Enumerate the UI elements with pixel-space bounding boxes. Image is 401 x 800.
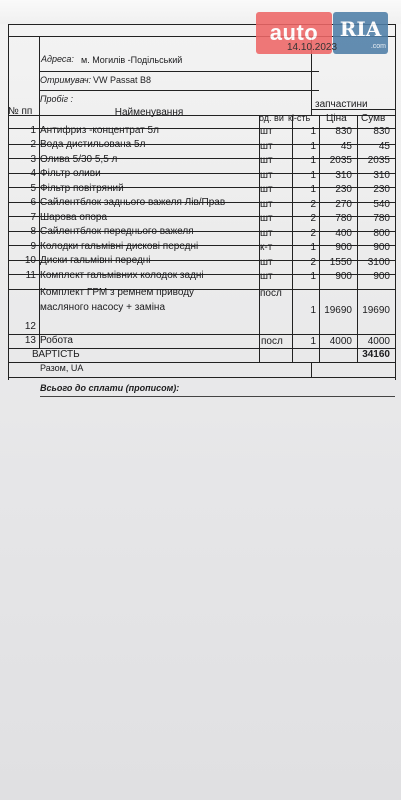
row-sum: 540 — [373, 199, 390, 210]
row13-no: 13 — [24, 335, 36, 346]
row13-sum: 4000 — [367, 336, 390, 347]
row-no: 5 — [30, 183, 36, 194]
recipient-label: Отримувач: — [40, 75, 92, 85]
row-no: 7 — [30, 212, 36, 223]
row-unit: шт — [260, 170, 273, 181]
row-price: 270 — [335, 199, 352, 210]
pay-label: Всього до сплати (прописом): — [40, 383, 180, 393]
row-sum: 2035 — [367, 155, 390, 166]
grid-line — [39, 90, 319, 91]
grid-line — [9, 377, 395, 378]
recipient-value: VW Passat B8 — [93, 75, 152, 85]
col-header-unit: од. ви — [259, 113, 284, 123]
address-value: м. Могилів -Подільський — [81, 55, 183, 65]
row12-name-line2: масляного насосу + заміна — [40, 302, 166, 313]
row-unit: шт — [260, 271, 273, 282]
row-price: 780 — [335, 213, 352, 224]
row-sum: 830 — [373, 126, 390, 137]
row-no: 2 — [30, 139, 36, 150]
row-no: 11 — [25, 270, 36, 281]
row-qty: 2 — [310, 213, 316, 224]
logo-ria-domain: .com — [370, 43, 386, 50]
row-sum: 800 — [373, 228, 390, 239]
mileage-label: Пробіг : — [40, 94, 74, 104]
row-name: Комплект гальмівних колодок задні — [40, 270, 204, 281]
row-price: 1550 — [329, 257, 352, 268]
section-label: запчастини — [315, 99, 368, 110]
row12-unit: посл — [260, 288, 282, 299]
row-unit: к-т — [260, 242, 273, 253]
row-qty: 1 — [310, 242, 316, 253]
row-no: 4 — [30, 168, 36, 179]
row13-price: 4000 — [329, 336, 352, 347]
row-no: 3 — [30, 154, 36, 165]
logo-ria-block — [333, 12, 388, 54]
row-name: Вода дистильована 5л — [40, 139, 146, 150]
row-sum: 45 — [378, 141, 390, 152]
row-unit: шт — [260, 257, 273, 268]
row-unit: шт — [260, 126, 273, 137]
row-price: 45 — [340, 141, 352, 152]
row-no: 6 — [30, 197, 36, 208]
row-qty: 1 — [310, 155, 316, 166]
col-header-sum: Сумв — [361, 113, 386, 124]
row-no: 10 — [24, 255, 36, 266]
row-qty: 1 — [310, 271, 316, 282]
row-no: 8 — [30, 226, 36, 237]
grid-line — [39, 71, 319, 72]
row-price: 310 — [335, 170, 352, 181]
col-header-name: Найменування — [114, 107, 184, 118]
row-price: 900 — [335, 242, 352, 253]
amount-in-words-line — [40, 396, 395, 397]
col-header-qty: кі-сть — [288, 113, 311, 123]
row13-unit: посл — [261, 336, 283, 347]
row-price: 230 — [335, 184, 352, 195]
row-name: Олива 5/30 5,5 л — [40, 154, 118, 165]
row-no: 9 — [30, 241, 36, 252]
row-sum: 230 — [373, 184, 390, 195]
row-price: 2035 — [329, 155, 352, 166]
row12-sum: 19690 — [362, 305, 390, 316]
row-no: 1 — [30, 125, 36, 136]
row-price: 400 — [335, 228, 352, 239]
row12-no: 12 — [24, 321, 36, 332]
row-unit: шт — [260, 141, 273, 152]
row-sum: 900 — [373, 242, 390, 253]
row-unit: шт — [260, 184, 273, 195]
total-label: ВАРТІСТЬ — [32, 349, 80, 360]
row-qty: 2 — [310, 257, 316, 268]
row-name: Колодки гальмівні дискові передні — [40, 241, 199, 252]
col-header-no: № пп — [8, 106, 33, 117]
row-name: Диски гальмівні передні — [40, 255, 151, 266]
row-unit: шт — [260, 228, 273, 239]
row-sum: 310 — [373, 170, 390, 181]
row-unit: шт — [260, 155, 273, 166]
row13-name: Робота — [40, 335, 73, 346]
row-sum: 780 — [373, 213, 390, 224]
row-qty: 1 — [310, 184, 316, 195]
row-name: Фільтр оливи — [40, 168, 101, 179]
watermark-date: 14.10.2023 — [287, 42, 338, 53]
address-label: Адреса: — [41, 54, 74, 64]
row12-qty: 1 — [310, 305, 316, 316]
row12-name-line1: Комплект ГРМ з ремнем приводу — [40, 287, 195, 298]
row-qty: 1 — [310, 170, 316, 181]
sum-label: Разом, UA — [40, 363, 84, 373]
row-unit: шт — [260, 213, 273, 224]
row-unit: шт — [260, 199, 273, 210]
grid-line — [311, 362, 312, 377]
row-name: Сайлентблок переднього важеля — [40, 226, 194, 237]
row-name: Шарова опора — [40, 212, 108, 223]
row-qty: 1 — [310, 126, 316, 137]
row13-qty: 1 — [310, 336, 316, 347]
row-qty: 1 — [310, 141, 316, 152]
row-sum: 3100 — [367, 257, 390, 268]
row-name: Антифриз -концентрат 5л — [40, 125, 159, 136]
logo-auto-block: auto — [256, 12, 332, 54]
row-name: Фільтр повітряний — [40, 183, 124, 194]
row-qty: 2 — [310, 199, 316, 210]
logo-ria-text: RIA — [339, 17, 382, 41]
row-price: 830 — [335, 126, 352, 137]
row12-price: 19690 — [324, 305, 352, 316]
row-name: Сайлентблок заднього важеля Лів/Прав — [40, 197, 226, 208]
col-header-price: Ціна — [326, 113, 347, 124]
row-sum: 900 — [373, 271, 390, 282]
row-qty: 2 — [310, 228, 316, 239]
row-price: 900 — [335, 271, 352, 282]
total-value: 34160 — [362, 349, 390, 360]
